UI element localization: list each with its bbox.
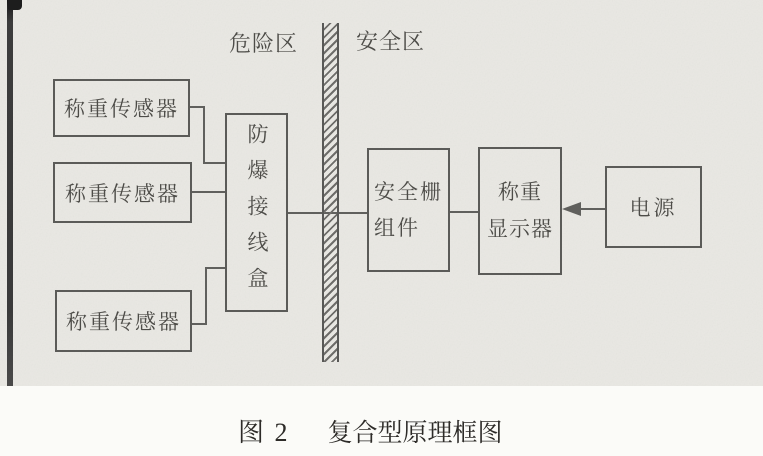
zone-label-safe: 安全区 (356, 29, 426, 54)
box-load-cell-top (53, 79, 190, 137)
figure-caption (238, 412, 503, 449)
box-power-supply (605, 166, 702, 248)
wire-sensor1-junction-v (203, 106, 205, 164)
safety-barrier-label-line2: 组件 (374, 216, 420, 240)
wire-sensor2-junction (192, 191, 227, 193)
page-edge-shadow (7, 0, 13, 386)
load-cell-top-label: 称重传感器 (64, 97, 179, 121)
safety-barrier-label-line1: 安全栅 (374, 180, 443, 204)
junction-box-label: 防爆接线盒 (245, 122, 269, 303)
box-load-cell-bottom (55, 290, 192, 352)
wire-sensor3-junction-v (205, 267, 207, 325)
weight-indicator-label (487, 174, 553, 248)
wire-sensor1-junction-h2 (203, 162, 227, 164)
box-junction-box (225, 113, 288, 312)
weight-indicator-label-line2: 显示器 (487, 217, 553, 241)
power-supply-label: 电源 (629, 196, 678, 220)
zone-label-hazard: 危险区 (229, 31, 299, 56)
weight-indicator-label-line1: 称重 (498, 180, 542, 204)
safety-barrier-label (374, 174, 443, 246)
box-load-cell-middle (53, 162, 192, 223)
box-weight-indicator (478, 147, 562, 275)
page-edge-blotch (8, 0, 22, 10)
wire-power-display (579, 208, 605, 210)
wire-sensor3-junction-h2 (205, 267, 227, 269)
load-cell-middle-label: 称重传感器 (65, 181, 180, 206)
partition-wall-hatch (322, 23, 339, 362)
load-cell-bottom-label: 称重传感器 (66, 310, 181, 334)
arrow-left-icon (562, 202, 581, 216)
figure-caption-number: 图 2 (238, 418, 290, 447)
figure-caption-title: 复合型原理框图 (327, 420, 503, 447)
wire-barrier-display (450, 211, 478, 213)
box-safety-barrier (367, 148, 450, 272)
